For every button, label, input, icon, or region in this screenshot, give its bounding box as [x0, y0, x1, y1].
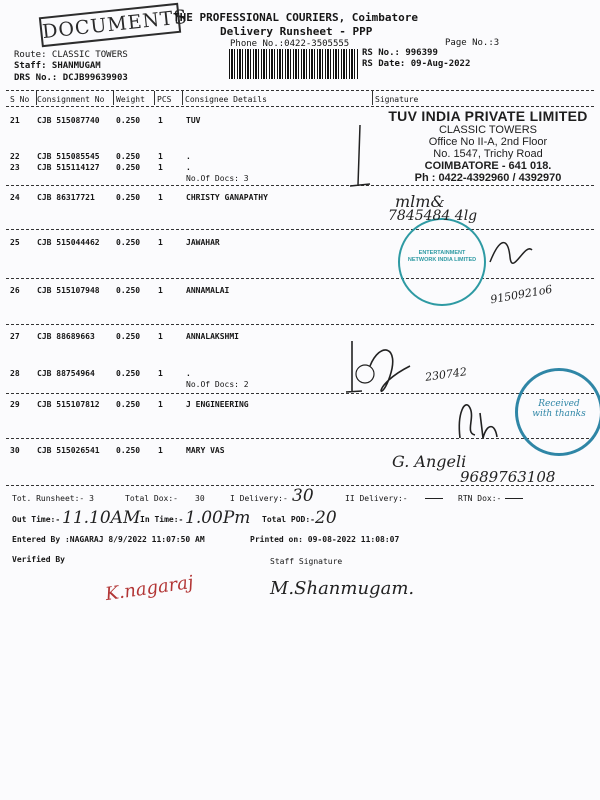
- table-row: 29 CJB 515107812 0.250 1 J ENGINEERING: [10, 400, 249, 409]
- staff-signature-label: Staff Signature: [270, 557, 343, 566]
- company-title: THE PROFESSIONAL COURIERS, Coimbatore: [173, 11, 419, 24]
- row29-signature: [445, 393, 505, 443]
- barcode: [229, 49, 359, 79]
- col-sno: S No: [10, 95, 30, 104]
- total-pod-label: Total POD:-: [262, 515, 315, 524]
- out-time-label: Out Time:-: [12, 515, 61, 524]
- row24-signature: mlm&: [395, 192, 445, 211]
- table-row: 27 CJB 88689663 0.250 1 ANNALAKSHMI: [10, 332, 239, 341]
- total-dox-value: 30: [195, 494, 205, 503]
- no-of-docs: No.Of Docs: 3: [186, 174, 249, 183]
- signature-bracket: [340, 120, 380, 190]
- rs-number: RS No.: 996399: [362, 48, 438, 58]
- divider: [6, 185, 594, 186]
- received-round-stamp: Received with thanks: [515, 368, 600, 456]
- table-row: 28 CJB 88754964 0.250 1 .: [10, 369, 191, 378]
- table-row: 24 CJB 86317721 0.250 1 CHRISTY GANAPATHY: [10, 193, 268, 202]
- table-row: 22 CJB 515085545 0.250 1 .: [10, 152, 191, 161]
- rtn-dox-label: RTN Dox:-: [458, 494, 502, 503]
- table-row: 21 CJB 515087740 0.250 1 TUV: [10, 116, 201, 125]
- col-consignment: Consignment No: [37, 95, 105, 104]
- divider: [6, 324, 594, 325]
- verified-by-label: Verified By: [12, 555, 65, 564]
- route-label: Route: CLASSIC TOWERS: [14, 50, 128, 60]
- row24-phone: 7845484 4lg: [388, 208, 478, 224]
- divider: [6, 90, 594, 91]
- total-dox-label: Total Dox:-: [125, 494, 178, 503]
- table-row: 26 CJB 515107948 0.250 1 ANNAMALAI: [10, 286, 230, 295]
- i-delivery-label: I Delivery:-: [230, 494, 288, 503]
- rs-date: RS Date: 09-Aug-2022: [362, 59, 471, 69]
- network-round-stamp: ENTERTAINMENT NETWORK INDIA LIMITED: [398, 218, 486, 306]
- divider: [6, 278, 594, 279]
- out-time-value: 11.10AM: [62, 508, 141, 528]
- divider: [6, 438, 594, 439]
- divider: [6, 106, 594, 107]
- total-pod-value: 20: [315, 508, 337, 528]
- table-row: 30 CJB 515026541 0.250 1 MARY VAS: [10, 446, 225, 455]
- phone-number: Phone No.:0422-3505555: [230, 39, 350, 49]
- ii-delivery-label: II Delivery:-: [345, 494, 408, 503]
- col-pcs: PCS: [157, 95, 172, 104]
- col-consignee: Consignee Details: [185, 95, 267, 104]
- tuv-stamp: TUV INDIA PRIVATE LIMITED CLASSIC TOWERS Office No II-A, 2nd Floor No. 1547, Trichy Road COIMBATORE - 641 018. Ph : 0422-4392960 / 4392970: [388, 108, 588, 184]
- table-row: 23 CJB 515114127 0.250 1 .: [10, 163, 191, 172]
- tot-runsheet: Tot. Runsheet:- 3: [12, 494, 94, 503]
- divider: [6, 393, 594, 394]
- documents-stamp: DOCUMENTS: [39, 3, 181, 47]
- col-weight: Weight: [116, 95, 145, 104]
- no-of-docs: No.Of Docs: 2: [186, 380, 249, 389]
- verified-signature: K.nagaraj: [103, 571, 195, 606]
- divider: [6, 229, 594, 230]
- page-number: Page No.:3: [445, 38, 500, 48]
- in-time-label: In Time:-: [140, 515, 184, 524]
- entered-by: Entered By :NAGARAJ 8/9/2022 11:07:50 AM: [12, 535, 205, 544]
- table-row: 25 CJB 515044462 0.250 1 JAWAHAR: [10, 238, 220, 247]
- col-signature: Signature: [375, 95, 419, 104]
- drs-number: DRS No.: DCJB99639903: [14, 73, 128, 83]
- row28-date: 230742: [424, 365, 468, 384]
- staff-signature: M.Shanmugam.: [270, 578, 415, 599]
- row25-signature: [480, 232, 540, 276]
- in-time-value: 1.00Pm: [185, 508, 251, 528]
- printed-on: Printed on: 09-08-2022 11:08:07: [250, 535, 400, 544]
- runsheet-title: Delivery Runsheet - PPP: [220, 25, 373, 38]
- row30-name: G. Angeli: [392, 452, 467, 471]
- row27-signature: [340, 336, 450, 396]
- row26-phone: 9150921o6: [489, 282, 554, 307]
- i-delivery-value: 30: [292, 486, 314, 506]
- row30-phone: 9689763108: [460, 468, 556, 486]
- staff-label: Staff: SHANMUGAM: [14, 61, 101, 71]
